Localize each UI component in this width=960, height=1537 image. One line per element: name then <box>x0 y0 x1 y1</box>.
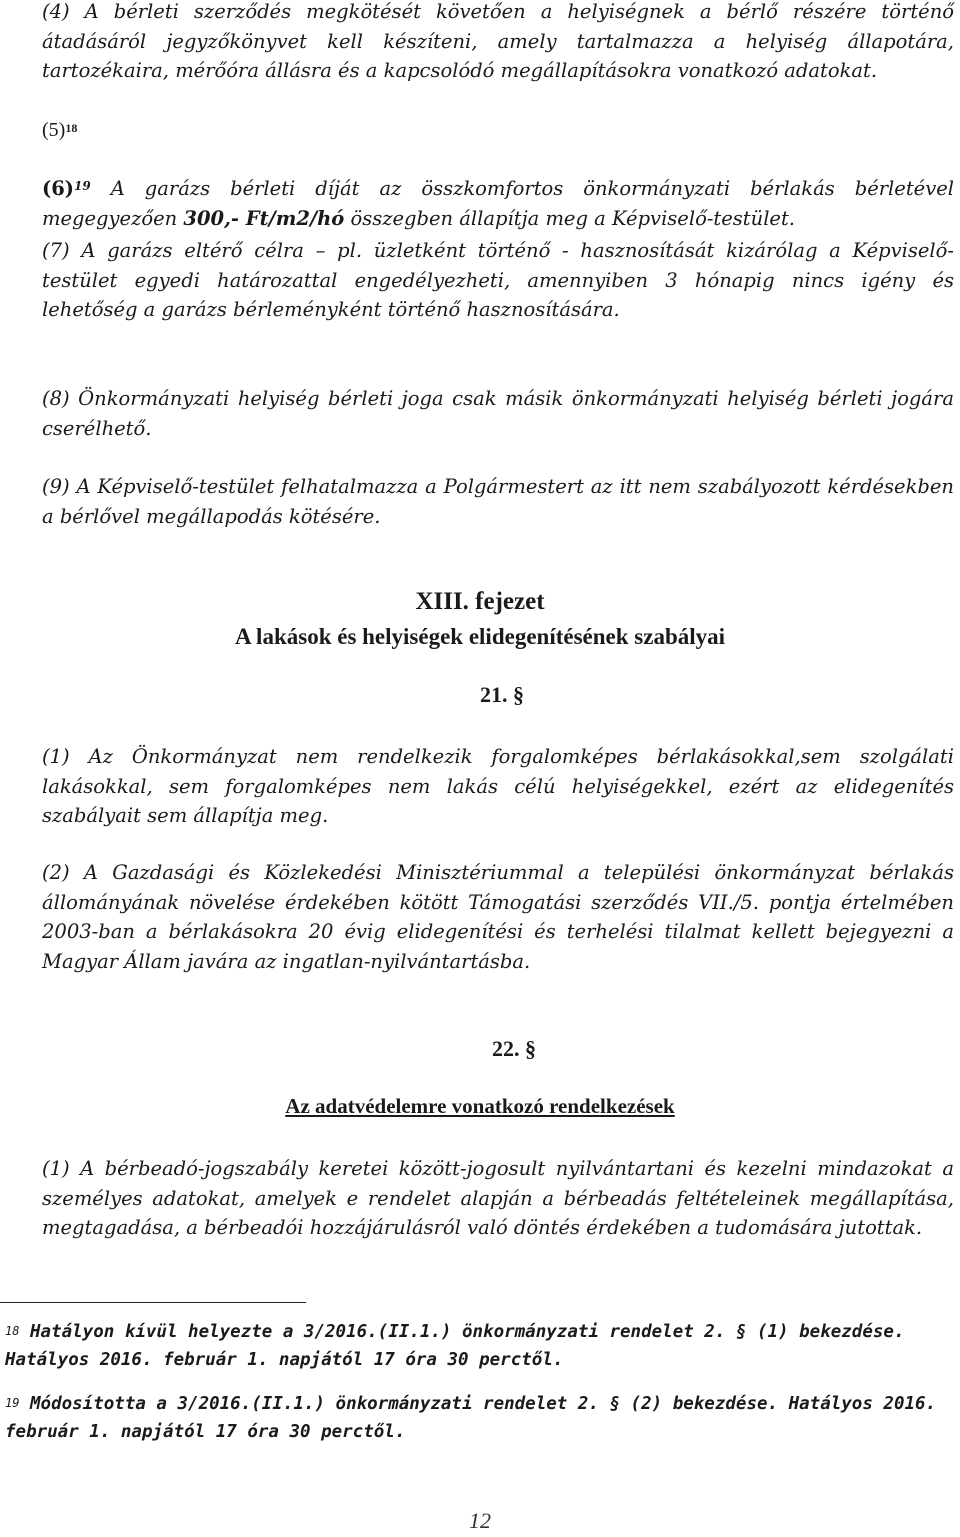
footnote-separator <box>0 1302 306 1303</box>
section-22-title: Az adatvédelemre vonatkozó rendelkezések <box>285 1094 675 1118</box>
footnote-18-mark: 18 <box>5 1324 20 1338</box>
paragraph-8: (8) Önkormányzati helyiség bérleti joga csak másik önkormányzati helyiség bérleti jogára cserélhető. <box>42 387 954 440</box>
footnote-ref-18[interactable]: 18 <box>65 121 78 135</box>
rent-amount: 300,- Ft/m2/hó <box>183 206 345 230</box>
paragraph-6-text-a: A garázs bérleti díját az összkomfortos önkormányzati bérlakás bérletével megegyezően <box>42 177 954 230</box>
section-21-heading: 21. § <box>480 682 524 707</box>
footnote-19-mark: 19 <box>5 1396 20 1410</box>
footnote-ref-19[interactable]: 19 <box>74 179 91 193</box>
paragraph-6 <box>42 174 954 233</box>
paragraph-6-label: (6) <box>42 177 75 200</box>
section-22-paragraph-1: (1) A bérbeadó-jogszabály keretei között-jogosult nyilvántartani és kezelni mindazokat a személyes adatokat, amelyek e rendelet alapján a bérbeadás feltételeinek megállapítása, megtagadása, a bérbeadói hozzájárulásról való döntés érdekében a tudomására jutottak. <box>42 1157 954 1239</box>
footnote-19 <box>5 1390 940 1446</box>
paragraph-6-text-b: összegben állapítja meg a Képviselő-testület. <box>344 206 796 230</box>
chapter-title: A lakások és helyiségek elidegenítésének szabályai <box>234 624 726 649</box>
chapter-number: XIII. fejezet <box>415 588 545 615</box>
footnote-19-text: Módosította a 3/2016.(II.1.) önkormányzati rendelet 2. § (2) bekezdése. Hatályos 2016. február 1. napjától 17 óra 30 perctől. <box>5 1394 937 1442</box>
footnote-18 <box>5 1318 940 1374</box>
page-number: 12 <box>469 1508 491 1533</box>
section-22-heading: 22. § <box>492 1036 536 1061</box>
paragraph-7: (7) A garázs eltérő célra – pl. üzletként történő - hasznosítását kizárólag a Képviselő-testület egyedi határozattal engedélyezheti, amennyiben 3 hónapig nincs igény és lehetőség a garázs bérleményként történő hasznosítására. <box>42 239 954 321</box>
paragraph-5-label: (5) <box>42 119 66 141</box>
paragraph-9: (9) A Képviselő-testület felhatalmazza a Polgármestert az itt nem szabályozott kérdésekben a bérlővel megállapodás kötésére. <box>42 475 954 528</box>
section-21-paragraph-1: (1) Az Önkormányzat nem rendelkezik forgalomképes bérlakásokkal,sem szolgálati lakásokkal, sem forgalomképes nem lakás célú helyiségekkel, ezért az elidegenítés szabályait sem állapítja meg. <box>42 745 954 827</box>
paragraph-4: (4) A bérleti szerződés megkötését követően a helyiségnek a bérlő részére történő átadásáról jegyzőkönyvet kell készíteni, amely tartalmazza a helyiség állapotára, tartozékaira, mérőóra állásra és a kapcsolódó megállapításokra vonatkozó adatokat. <box>42 0 954 82</box>
footnote-18-text: Hatályon kívül helyezte a 3/2016.(II.1.) önkormányzati rendelet 2. § (1) bekezdése. Hatályos 2016. február 1. napjától 17 óra 30 perctől. <box>5 1322 905 1370</box>
paragraph-5 <box>42 116 954 146</box>
section-21-paragraph-2: (2) A Gazdasági és Közlekedési Minisztériummal a települési önkormányzat bérlakás állományának növelése érdekében kötött Támogatási szerződés VII./5. pontja értelmében 2003-ban a bérlakásokra 20 évig elidegenítési és terhelési tilalmat kellett bejegyezni a Magyar Állam javára az ingatlan-nyilvántartásba. <box>42 861 954 973</box>
